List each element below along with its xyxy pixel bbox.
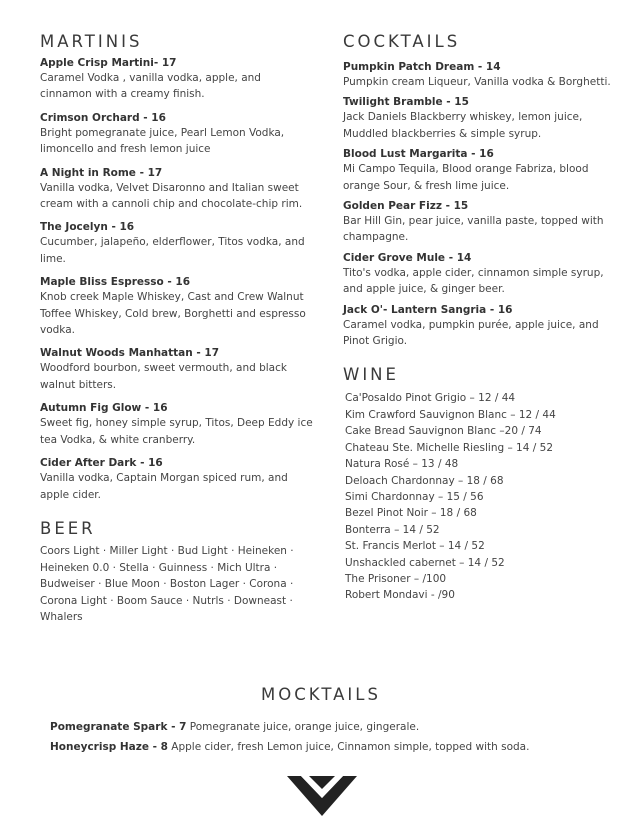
item-name: A Night in Rome - 17 (40, 166, 163, 179)
right-column (343, 30, 615, 604)
list-item (40, 275, 316, 338)
item-description: Sweet fig, honey simple syrup, Titos, Deep Eddy ice tea Vodka, & white cranberry. (40, 417, 313, 446)
list-item: Chateau Ste. Michelle Riesling – 14 / 52 (345, 441, 553, 454)
item-name: Cider Grove Mule - 14 (343, 251, 472, 264)
list-item (343, 303, 615, 350)
beer-heading: BEER (40, 518, 96, 538)
list-item: Bonterra – 14 / 52 (345, 523, 440, 536)
list-item (40, 346, 316, 393)
item-description: Bar Hill Gin, pear juice, vanilla paste, topped with champagne. (343, 215, 604, 244)
martinis-heading: MARTINIS (40, 32, 143, 51)
item-description: Bright pomegranate juice, Pearl Lemon Vodka, limoncello and fresh lemon juice (40, 126, 285, 156)
list-item (343, 251, 615, 298)
item-name: Cider After Dark - 16 (40, 457, 163, 470)
item-name: The Jocelyn - 16 (40, 221, 135, 234)
item-name: Pomegranate Spark - 7 (50, 721, 187, 733)
chevron-logo-icon (287, 776, 357, 816)
list-item: Simi Chardonnay – 15 / 56 (345, 490, 484, 503)
martinis-list (40, 56, 316, 503)
list-item: Unshackled cabernet – 14 / 52 (345, 556, 505, 569)
list-item (40, 111, 316, 158)
list-item (40, 166, 316, 213)
list-item: Deloach Chardonnay – 18 / 68 (345, 474, 504, 487)
item-description: Tito's vodka, apple cider, cinnamon simple syrup, and apple juice, & ginger beer. (343, 266, 604, 296)
item-description: Caramel vodka, pumpkin purée, apple juice, and Pinot Grigio. (343, 318, 599, 348)
mocktails-section (0, 683, 642, 757)
beer-list: Coors Light · Miller Light · Bud Light · Heineken · Heineken 0.0 · Stella · Guinness · Mich Ultra · Budweiser · Blue Moon · Boston Lager · Corona · Corona Light · Boom Sauce · Nutrls · Downeast · Whalers (40, 544, 294, 624)
mocktails-list (50, 717, 642, 757)
wine-list (343, 390, 615, 603)
item-description: Vanilla vodka, Velvet Disaronno and Italian sweet cream with a cannoli chip and chocolate-chip rim. (40, 181, 303, 211)
item-name: Golden Pear Fizz - 15 (343, 200, 469, 213)
list-item: Bezel Pinot Noir – 18 / 68 (345, 507, 477, 520)
list-item (50, 737, 642, 757)
item-description: Apple cider, fresh Lemon juice, Cinnamon simple, topped with soda. (171, 741, 530, 753)
item-name: Maple Bliss Espresso - 16 (40, 276, 191, 289)
list-item: The Prisoner – /100 (345, 572, 447, 585)
list-item (343, 147, 615, 194)
list-item (50, 717, 642, 737)
cocktails-heading: COCKTAILS (343, 32, 461, 51)
list-item: Cake Bread Sauvignon Blanc –20 / 74 (345, 425, 542, 438)
list-item: Kim Crawford Sauvignon Blanc – 12 / 44 (345, 408, 556, 421)
item-description: Caramel Vodka , vanilla vodka, apple, and cinnamon with a creamy finish. (40, 72, 261, 101)
list-item (343, 199, 615, 246)
list-item (40, 456, 316, 503)
list-item: Robert Mondavi - /90 (345, 589, 455, 602)
item-description: Cucumber, jalapeño, elderflower, Titos vodka, and lime. (40, 236, 305, 265)
item-description: Pomegranate juice, orange juice, gingerale. (189, 721, 420, 733)
item-name: Pumpkin Patch Dream - 14 (343, 61, 501, 73)
list-item: St. Francis Merlot – 14 / 52 (345, 540, 485, 553)
left-column (40, 30, 316, 626)
item-name: Walnut Woods Manhattan - 17 (40, 347, 220, 360)
list-item: Natura Rosé – 13 / 48 (345, 458, 459, 471)
list-item (343, 60, 615, 90)
list-item (40, 220, 316, 267)
item-description: Knob creek Maple Whiskey, Cast and Crew Walnut Toffee Whiskey, Cold brew, Borghetti and espresso vodka. (40, 291, 306, 337)
item-description: Vanilla vodka, Captain Morgan spiced rum, and apple cider. (40, 472, 288, 501)
item-description: Woodford bourbon, sweet vermouth, and black walnut bitters. (40, 362, 287, 391)
item-name: Apple Crisp Martini- 17 (40, 57, 177, 69)
list-item (343, 95, 615, 142)
item-description: Pumpkin cream Liqueur, Vanilla vodka & Borghetti. (343, 76, 611, 88)
item-name: Jack O'- Lantern Sangria - 16 (343, 303, 513, 316)
item-description: Jack Daniels Blackberry whiskey, lemon juice, Muddled blackberries & simple syrup. (343, 111, 583, 140)
cocktails-list (343, 60, 615, 349)
item-description: Mi Campo Tequila, Blood orange Fabriza, blood orange Sour, & fresh lime juice. (343, 163, 589, 192)
item-name: Autumn Fig Glow - 16 (40, 402, 168, 415)
item-name: Honeycrisp Haze - 8 (50, 741, 168, 753)
item-name: Blood Lust Margarita - 16 (343, 148, 494, 161)
mocktails-heading: MOCKTAILS (261, 685, 381, 704)
item-name: Crimson Orchard - 16 (40, 111, 166, 124)
item-name: Twilight Bramble - 15 (343, 96, 469, 109)
list-item: Ca'Posaldo Pinot Grigio – 12 / 44 (345, 392, 516, 405)
list-item (40, 401, 316, 448)
wine-heading: WINE (343, 365, 399, 385)
list-item (40, 56, 316, 103)
